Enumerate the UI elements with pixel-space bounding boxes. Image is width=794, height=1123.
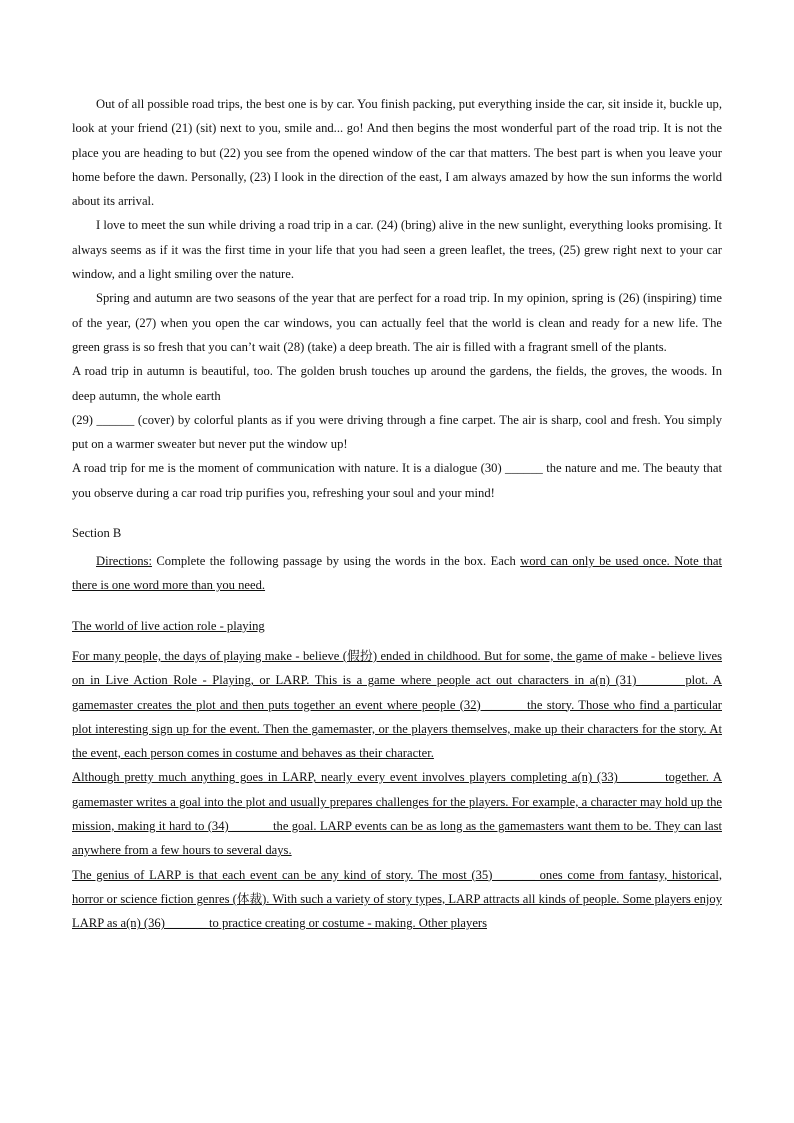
paragraph: I love to meet the sun while driving a road trip in a car. (24) (bring) alive in the new sunlight, everything looks promising. It always seems as if it was the first time in your life that you had seen a green leaflet, the trees, (25) grew right next to your car window, and a light smiling over the nature. (72, 218, 722, 282)
paragraph: The genius of LARP is that each event can be any kind of story. The most (35) ______ ones come from fantasy, historical, horror or science fiction genres (体裁). With such a variety of story types, LARP attracts all kinds of people. Some players enjoy LARP as a(n) (36) ______ to practice creating or costume - making. Other players (72, 867, 722, 931)
paragraph: A road trip for me is the moment of communication with nature. It is a dialogue (30) ______ the nature and me. The beauty that you observe during a car road trip purifies you, refreshing your soul and your mind! (72, 461, 722, 500)
directions-text: Complete the following passage by using the words in the box. Each (151, 554, 521, 569)
section-b-passage (72, 644, 722, 936)
section-a-passage (72, 92, 722, 505)
paragraph: Out of all possible road trips, the best one is by car. You finish packing, put everything inside the car, sit inside it, buckle up, look at your friend (21) (sit) next to you, smile and... go! And then begins the most wonderful part of the road trip. It is not the place you are heading to but (22) you see from the opened window of the car that matters. The best part is when you leave your home before the dawn. Personally, (23) I look in the direction of the east, I am always amazed by how the sun informs the world about its arrival. (72, 97, 722, 209)
directions-underlined-text: word can only be used once. Note that there is one word more than you need. (72, 554, 722, 593)
paragraph: Although pretty much anything goes in LARP, nearly every event involves players completing a(n) (33) ______ together. A gamemaster writes a goal into the plot and usually prepares challenges for the players. For example, a character may hold up the mission, making it hard to (34) ______ the goal. LARP events can be as long as the gamemasters want them to be. They can last anywhere from a few hours to several days. (72, 770, 722, 858)
paragraph: For many people, the days of playing make - believe (假扮) ended in childhood. But for some, the game of make - believe lives on in Live Action Role - Playing, or LARP. This is a game where people act out characters in a(n) (31) ______ plot. A gamemaster creates the plot and then puts together an event where people (32) ______ the story. Those who find a particular plot interesting sign up for the event. Then the gamemaster, or the players themselves, make up their characters for the story. At the event, each person comes in costume and behaves as their character. (72, 648, 722, 761)
directions-label: Directions: (96, 554, 152, 569)
passage-title: The world of live action role - playing (72, 618, 265, 633)
paragraph: Spring and autumn are two seasons of the year that are perfect for a road trip. In my opinion, spring is (26) (inspiring) time of the year, (27) when you open the car windows, you can actually feel that the world is clean and ready for a new life. The green grass is so fresh that you can’t wait (28) (take) a deep breath. The air is filled with a fragrant smell of the plants. (72, 291, 722, 354)
paragraph: A road trip in autumn is beautiful, too. The golden brush touches up around the gardens, the fields, the groves, the woods. In deep autumn, the whole earth (72, 364, 722, 403)
section-b-heading: Section B (72, 526, 122, 541)
paragraph: (29) ______ (cover) by colorful plants as if you were driving through a fine carpet. The air is sharp, cool and fresh. You simply put on a warmer sweater but never put the window up! (72, 412, 722, 452)
document-page (72, 92, 722, 936)
directions (72, 549, 722, 598)
